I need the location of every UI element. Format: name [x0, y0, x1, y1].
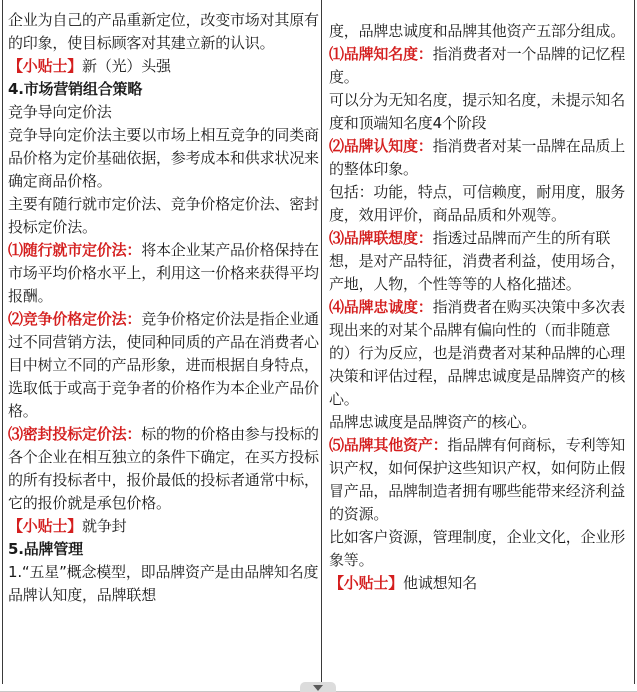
- paragraph: 品牌忠诚度是品牌资产的核心。: [329, 413, 537, 431]
- term-definition: 指品牌有何商标，专利等知识产权，如何保护这些知识产权，如何防止假冒产品，品牌制造者拥有哪些能带来经济利益的资源。: [329, 436, 626, 523]
- paragraph: 企业为自己的产品重新定位，改变市场对其原有的印象，使目标顾客对其建立新的认识。: [8, 11, 319, 52]
- term-paragraph: [329, 227, 631, 296]
- paragraph: 可以分为无知名度，提示知名度，未提示知名度和顶端知名度4个阶段: [329, 91, 626, 132]
- term-definition: 标的物的价格由参与投标的各个企业在相互独立的条件下确定，在买方投标的所有投标者中，报价最低的投标者通常中标，它的报价就是承包价格。: [8, 425, 319, 512]
- term-label: ⑶密封投标定价法：: [8, 425, 142, 443]
- tip-text: 就争封: [82, 517, 127, 535]
- tip-label: 【小贴士】: [8, 517, 83, 535]
- term-paragraph: [329, 434, 631, 526]
- term-paragraph: [329, 135, 631, 181]
- term-label: ⑴随行就市定价法：: [8, 241, 142, 259]
- tip-paragraph: [329, 572, 631, 595]
- section-heading: 5.品牌管理: [8, 540, 83, 558]
- tip-text: 新（光）头强: [82, 57, 171, 75]
- term-label: ⑸品牌其他资产：: [329, 436, 448, 454]
- term-label: ⑷品牌忠诚度：: [329, 298, 433, 316]
- term-definition: 指透过品牌而产生的所有联想，是对产品特征，消费者利益，使用场合，产地，人物，个性等等的人格化描述。: [329, 229, 626, 293]
- term-definition: 指消费者对某一品牌在品质上的整体印象。: [329, 137, 626, 178]
- paragraph: 比如客户资源，管理制度，企业文化，企业形象等。: [329, 528, 626, 569]
- paragraph: 包括：功能，特点，可信赖度，耐用度，服务度，效用评价，商品品质和外观等。: [329, 183, 626, 224]
- paragraph: 竞争导向定价法主要以市场上相互竞争的同类商品价格为定价基础依据，参考成本和供求状况来确定商品价格。: [8, 126, 319, 190]
- term-paragraph: [8, 239, 319, 308]
- section-heading: 4.市场营销组合策略: [8, 80, 143, 98]
- scroll-down-button[interactable]: [300, 682, 336, 692]
- term-label: ⑵品牌认知度：: [329, 137, 433, 155]
- paragraph: 主要有随行就市定价法、竞争价格定价法、密封投标定价法。: [8, 195, 319, 236]
- left-column: [3, 0, 322, 684]
- tip-paragraph: [8, 55, 319, 78]
- term-definition: 指消费者在购买决策中多次表现出来的对某个品牌有偏向性的（而非随意的）行为反应，也是消费者对某种品牌的心理决策和评估过程，品牌忠诚度是品牌资产的核心。: [329, 298, 626, 408]
- term-definition: 指消费者对一个品牌的记忆程度。: [329, 45, 626, 86]
- paragraph: 度，品牌忠诚度和品牌其他资产五部分组成。: [329, 22, 626, 40]
- term-label: ⑶品牌联想度：: [329, 229, 433, 247]
- right-column: [322, 0, 634, 684]
- two-column-table: [2, 0, 635, 684]
- term-paragraph: [329, 43, 631, 89]
- term-label: ⑴品牌知名度：: [329, 45, 433, 63]
- tip-paragraph: [8, 515, 319, 538]
- term-paragraph: [329, 296, 631, 411]
- tip-label: 【小贴士】: [8, 57, 83, 75]
- paragraph: 竞争导向定价法: [8, 103, 112, 121]
- term-paragraph: [8, 308, 319, 423]
- term-definition: 竞争价格定价法是指企业通过不同营销方法，使同种同质的产品在消费者心目中树立不同的产品形象，进而根据自身特点，选取低于或高于竞争者的价格作为本企业产品价格。: [8, 310, 319, 420]
- term-label: ⑵竞争价格定价法：: [8, 310, 142, 328]
- tip-text: 他诚想知名: [403, 574, 478, 592]
- paragraph: 1.“五星”概念模型，即品牌资产是由品牌知名度品牌认知度，品牌联想: [8, 563, 319, 604]
- tip-label: 【小贴士】: [329, 574, 404, 592]
- chevron-down-icon: [313, 685, 323, 691]
- term-paragraph: [8, 423, 319, 515]
- term-definition: 将本企业某产品价格保持在市场平均价格水平上，利用这一价格来获得平均报酬。: [8, 241, 319, 305]
